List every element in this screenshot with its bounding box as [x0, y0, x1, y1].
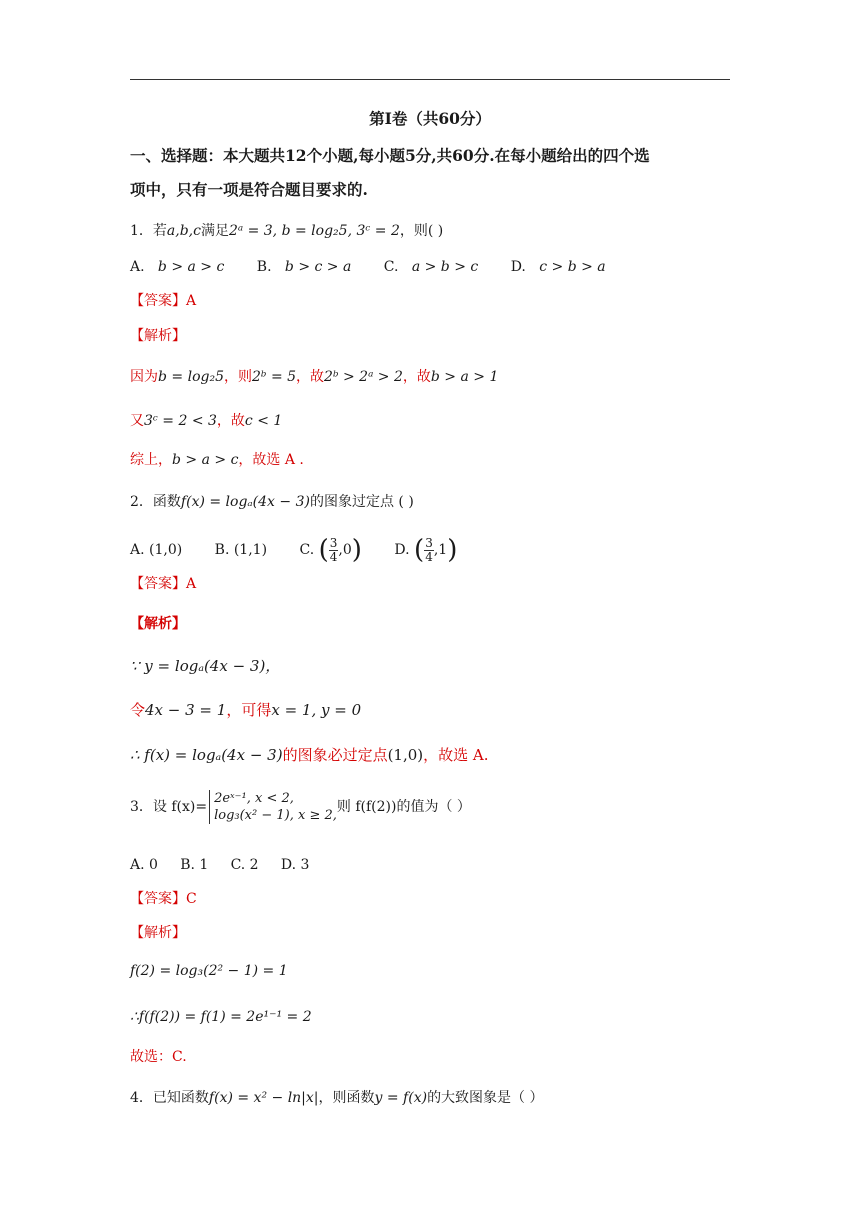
question-1-analysis-label: 【解析】 — [130, 328, 186, 344]
question-2-options — [130, 533, 457, 567]
question-1-options — [130, 257, 606, 277]
option-d: D. 3 — [280, 857, 310, 873]
section-instruction-line2: 项中，只有一项是符合题目要求的. — [130, 180, 368, 199]
question-1-answer: 【答案】A — [130, 293, 197, 309]
question-4-function-y: y = f(x) — [374, 1090, 428, 1106]
question-1-solution-line1: 因为b = log₂5，则2ᵇ = 5，故2ᵇ > 2ᵃ > 2，故b > a > 1 — [130, 369, 499, 385]
question-4-function: f(x) = x² − ln|x| — [208, 1090, 319, 1106]
question-2-stem: 2．函数f(x) = logₐ(4x − 3)的图象过定点 ( ) — [130, 494, 414, 510]
piecewise-function: 2eˣ⁻¹, x < 2, log₃(x² − 1), x ≥ 2, — [209, 790, 337, 824]
option-c: a > b > c — [411, 259, 479, 275]
option-c-label: C. — [383, 259, 399, 275]
question-3-answer: 【答案】C — [130, 891, 197, 907]
option-b: b > c > a — [284, 259, 352, 275]
question-3-options — [130, 855, 309, 875]
option-d: c > b > a — [539, 259, 606, 275]
question-4-stem: 4．已知函数f(x) = x² − ln|x|，则函数y = f(x)的大致图象是（ ） — [130, 1090, 544, 1106]
question-3-stem: 3．设 f(x)= 2eˣ⁻¹, x < 2, log₃(x² − 1), x ≥ 2, 则 f(f(2))的值为（ ） — [130, 791, 471, 823]
question-3-solution-line3: 故选：C. — [130, 1049, 187, 1065]
question-1-stem: 1．若a,b,c满足2ᵃ = 3, b = log₂5, 3ᶜ = 2，则( ) — [130, 223, 444, 239]
question-3-analysis-label: 【解析】 — [130, 925, 186, 941]
option-b-label: B. — [256, 259, 272, 275]
option-d: ( $\frac{3}{4}$ ,1) — [414, 535, 458, 565]
option-a: A. 0 — [130, 857, 158, 873]
question-3-solution-line1: f(2) = log₃(2² − 1) = 1 — [130, 963, 288, 979]
section-instruction-line1: 一、选择题：本大题共12个小题,每小题5分,共60分.在每小题给出的四个选 — [130, 146, 650, 165]
question-2-solution-line2: 令4x − 3 = 1，可得x = 1, y = 0 — [130, 701, 362, 719]
option-a-label: A. — [130, 259, 145, 275]
option-a: A. (1,0) — [130, 542, 183, 558]
option-c-label: C. — [299, 542, 315, 558]
question-2-function: f(x) = logₐ(4x − 3) — [180, 494, 310, 510]
option-c: C. 2 — [230, 857, 259, 873]
exam-part-title: 第Ⅰ卷（共60分） — [369, 109, 491, 128]
question-2-answer: 【答案】A — [130, 576, 197, 592]
option-d-label: D. — [510, 259, 526, 275]
question-1-solution-line3: 综上，b > a > c，故选 A . — [130, 452, 304, 468]
option-c: ( $\frac{3}{4}$ ,0) — [318, 535, 362, 565]
question-3-solution-line2: ∴f(f(2)) = f(1) = 2e¹⁻¹ = 2 — [130, 1009, 312, 1025]
option-a: b > a > c — [157, 259, 225, 275]
option-b: B. 1 — [180, 857, 209, 873]
header-rule — [130, 79, 730, 80]
option-b: B. (1,1) — [214, 542, 268, 558]
question-2-analysis-label: 【解析】 — [130, 616, 186, 632]
question-1-vars: a,b,c — [166, 223, 201, 239]
question-2-solution-line3: ∴ f(x) = logₐ(4x − 3)的图象必过定点(1,0)，故选 A. — [130, 746, 489, 764]
option-d-label: D. — [394, 542, 410, 558]
question-1-condition: 2ᵃ = 3, b = log₂5, 3ᶜ = 2 — [228, 223, 400, 239]
question-2-solution-line1: ∵ y = logₐ(4x − 3)， — [130, 657, 281, 675]
question-1-solution-line2: 又3ᶜ = 2 < 3，故c < 1 — [130, 413, 283, 429]
